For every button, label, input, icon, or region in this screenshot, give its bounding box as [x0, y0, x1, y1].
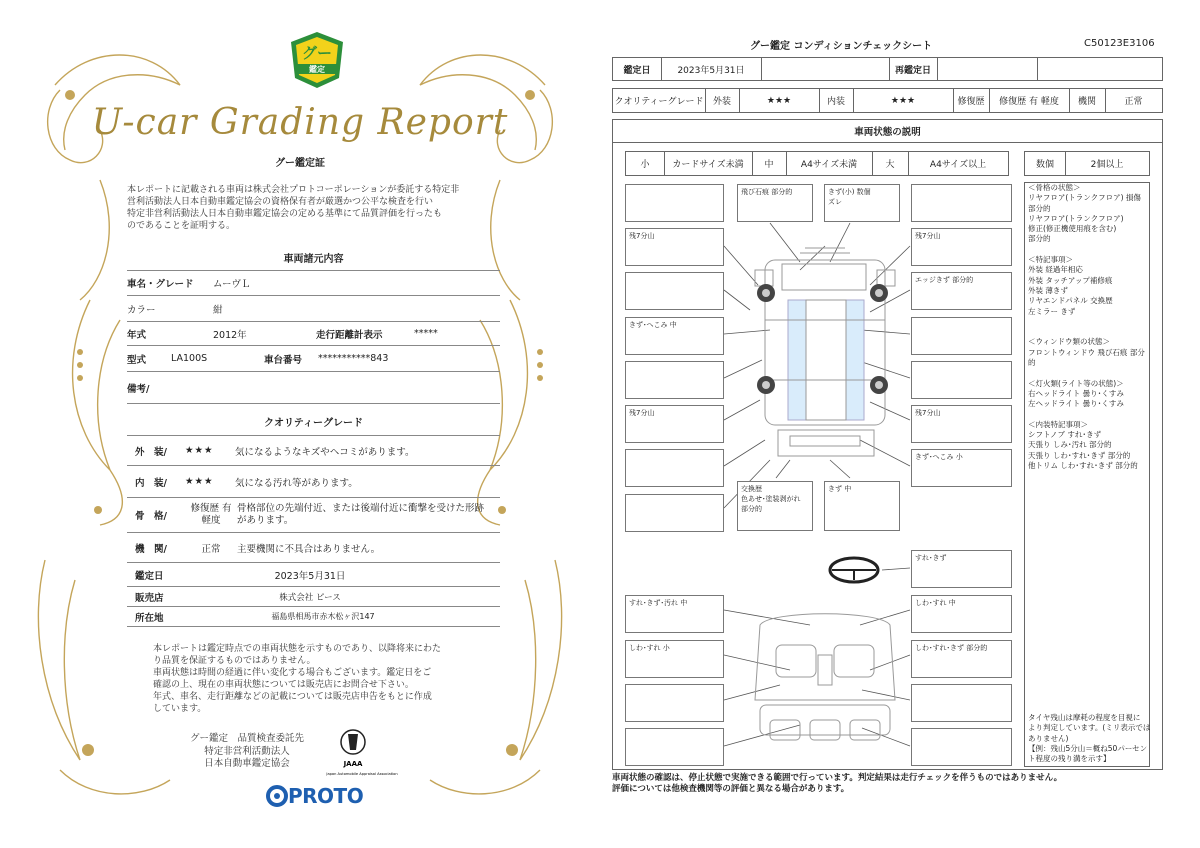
count-legend: 数個 2個以上 [1024, 151, 1150, 176]
date-row: 鑑定日 2023年5月31日 [127, 563, 500, 587]
callout-box [911, 361, 1012, 399]
tire-note: タイヤ残山は摩耗の程度を目視に より判定しています。(ミリ表示では ありません) 【例：残山5分山＝概ね50パーセン ト程度の残り溝を示す】 [1028, 713, 1151, 764]
callout-box [911, 184, 1012, 222]
year-row: 年式 2012年 走行距離計表示 ***** [127, 322, 500, 346]
jaaa-logo [322, 728, 402, 780]
callout-box: すれ･きず [911, 550, 1012, 588]
dealer-row: 販売店 株式会社 ピース [127, 587, 500, 607]
callout-box: きず(小) 数個 ズレ [824, 184, 900, 222]
proto-logo: PROTO [266, 784, 363, 808]
callout-box [625, 184, 724, 222]
callout-box: 残7分山 [911, 405, 1012, 443]
color-row: カラー 紺 [127, 296, 500, 322]
note-line: ＜ウィンドウ類の状態＞ [1028, 337, 1111, 347]
svg-text:グー: グー [301, 44, 333, 62]
callout-box: 交換歴 色あせ･塗装剥がれ 部分的 [737, 481, 813, 531]
callout-box [625, 361, 724, 399]
callout-box: エッジきず 部分的 [911, 272, 1012, 310]
callout-box: 残7分山 [625, 405, 724, 443]
callout-box [911, 684, 1012, 722]
note-line: ＜内装特記事項＞ [1028, 419, 1088, 429]
certificate-heading: グー鑑定証 [275, 158, 325, 169]
callout-box: きず･へこみ 中 [625, 317, 724, 355]
note-line: 部分的 [1028, 234, 1051, 244]
note-line: 右ヘッドライト 曇り･くすみ [1028, 388, 1124, 398]
note-line: ＜骨格の状態＞ [1028, 183, 1081, 192]
address-row: 所在地 福島県相馬市赤木松ヶ沢147 [127, 607, 500, 627]
svg-text:Japan Automobile Appraisal Ass: Japan Automobile Appraisal Association [326, 772, 398, 776]
steering-wheel-icon [830, 558, 878, 582]
report-title: U-car Grading Report [91, 102, 509, 143]
name-grade-row: 車名・グレード ムーヴＬ [127, 271, 500, 296]
size-legend: 小 カードサイズ未満 中 A4サイズ未満 大 A4サイズ以上 [625, 151, 1009, 176]
issuer-block: グー鑑定 品質検査委託先 特定非営利活動法人 日本自動車鑑定協会 [189, 733, 304, 769]
exterior-row: 外 装/ ★★★ 気になるようなキズやヘコミがあります。 [127, 436, 500, 466]
note-line: 左ヘッドライト 曇り･くすみ [1028, 399, 1124, 409]
callout-box [625, 494, 724, 532]
svg-text:鑑定: 鑑定 [309, 65, 325, 74]
sheet-title: グー鑑定 コンディションチェックシート [750, 41, 933, 52]
note-line: 外装 薄きず [1028, 285, 1068, 295]
callout-box: しわ･すれ 小 [625, 640, 724, 678]
note-line: フロントウィンドウ 飛び石痕 部分的 [1028, 347, 1145, 368]
interior-row: 内 装/ ★★★ 気になる汚れ等があります。 [127, 466, 500, 498]
certificate-intro: 本レポートに記載される車両は株式会社プロトコーポレーションが委託する特定非 営利活動法人日本自動車鑑定協会の資格保有者が厳選かつ公平な検査を行い 特定非営利活動法人日本自動車鑑定協会の定める基準にて品質評価を行ったも のであることを証明する。 [127, 185, 460, 231]
condition-heading: 車両状態の説明 [612, 119, 1163, 143]
sheet-footer: 車両状態の確認は、停止状態で実施できる範囲で行っています。判定結果は走行チェックを伴うものではありません。 評価については他検査機関等の評価と異なる場合があります。 [612, 773, 1063, 794]
note-line: リヤフロア(トランクフロア) 損傷 [1028, 193, 1141, 203]
note-line: 左ミラー きず [1028, 306, 1076, 316]
disclaimer-note: 本レポートは鑑定時点での車両状態を示すものであり、以降将来にわた り品質を保証するものではありません。 車両状態は時間の経過に伴い変化する場合もございます。鑑定日をご 確認の上、現在の車両状態については販売店にお問合せ下さい。 年式、車名、走行距離などの記載については販売店申告をもとに作成 しています。 [153, 644, 442, 714]
goo-kantei-logo [287, 30, 347, 90]
model-row: 型式 LA100S 車台番号 ***********843 [127, 346, 500, 372]
proto-mark-icon [266, 785, 288, 807]
condition-check-sheet [600, 0, 1200, 848]
callout-box [911, 317, 1012, 355]
callout-box [911, 728, 1012, 766]
quality-table: クオリティーグレード 外装 ★★★ 内装 ★★★ 修復歴 修復歴 有 軽度 機関 正常 [612, 88, 1163, 113]
frame-row: 骨 格/ 修復歴 有 軽度 骨格部位の先端付近、または後端付近に衝撃を受けた形跡 があります。 [127, 498, 500, 533]
spec-heading: 車両諸元内容 [283, 254, 344, 265]
note-line: 外装 タッチアップ補修痕 [1028, 275, 1113, 285]
note-line: リヤフロア(トランクフロア) [1028, 213, 1124, 223]
callout-box [625, 449, 724, 487]
note-line: 天張り しみ･汚れ 部分的 [1028, 440, 1112, 450]
note-line: ＜特記事項＞ [1028, 255, 1073, 265]
engine-row: 機 関/ 正常 主要機関に不具合はありません。 [127, 533, 500, 563]
callout-box [625, 684, 724, 722]
callout-box: きず･へこみ 小 [911, 449, 1012, 487]
callout-box: しわ･すれ･きず 部分的 [911, 640, 1012, 678]
sheet-code: C50123E3106 [1084, 38, 1155, 49]
date-table: 鑑定日 2023年5月31日 再鑑定日 [612, 57, 1163, 81]
note-line: 他トリム しわ･すれ･きず 部分的 [1028, 461, 1138, 471]
note-line: 修正(修正機使用痕を含む) [1028, 224, 1117, 234]
callout-box: すれ･きず･汚れ 中 [625, 595, 724, 633]
note-line: 天張り しわ･すれ･きず 部分的 [1028, 450, 1131, 460]
callout-box [625, 272, 724, 310]
note-line: ＜灯火類(ライト等の状態)＞ [1028, 378, 1124, 388]
svg-text:JAAA: JAAA [343, 760, 363, 768]
note-line: リヤエンドパネル 交換歴 [1028, 296, 1113, 306]
callout-box: 飛び石痕 部分的 [737, 184, 813, 222]
remarks-row: 備考/ [127, 372, 500, 404]
quality-heading: クオリティーグレード [264, 418, 363, 429]
callout-box: しわ･すれ 中 [911, 595, 1012, 633]
callout-box: 残7分山 [625, 228, 724, 266]
callout-box: きず 中 [824, 481, 900, 531]
note-line: 外装 経過年相応 [1028, 265, 1083, 275]
callout-box [625, 728, 724, 766]
callout-box: 残7分山 [911, 228, 1012, 266]
note-line: 部分的 [1028, 203, 1051, 213]
note-line: シフトノブ すれ･きず [1028, 430, 1102, 440]
